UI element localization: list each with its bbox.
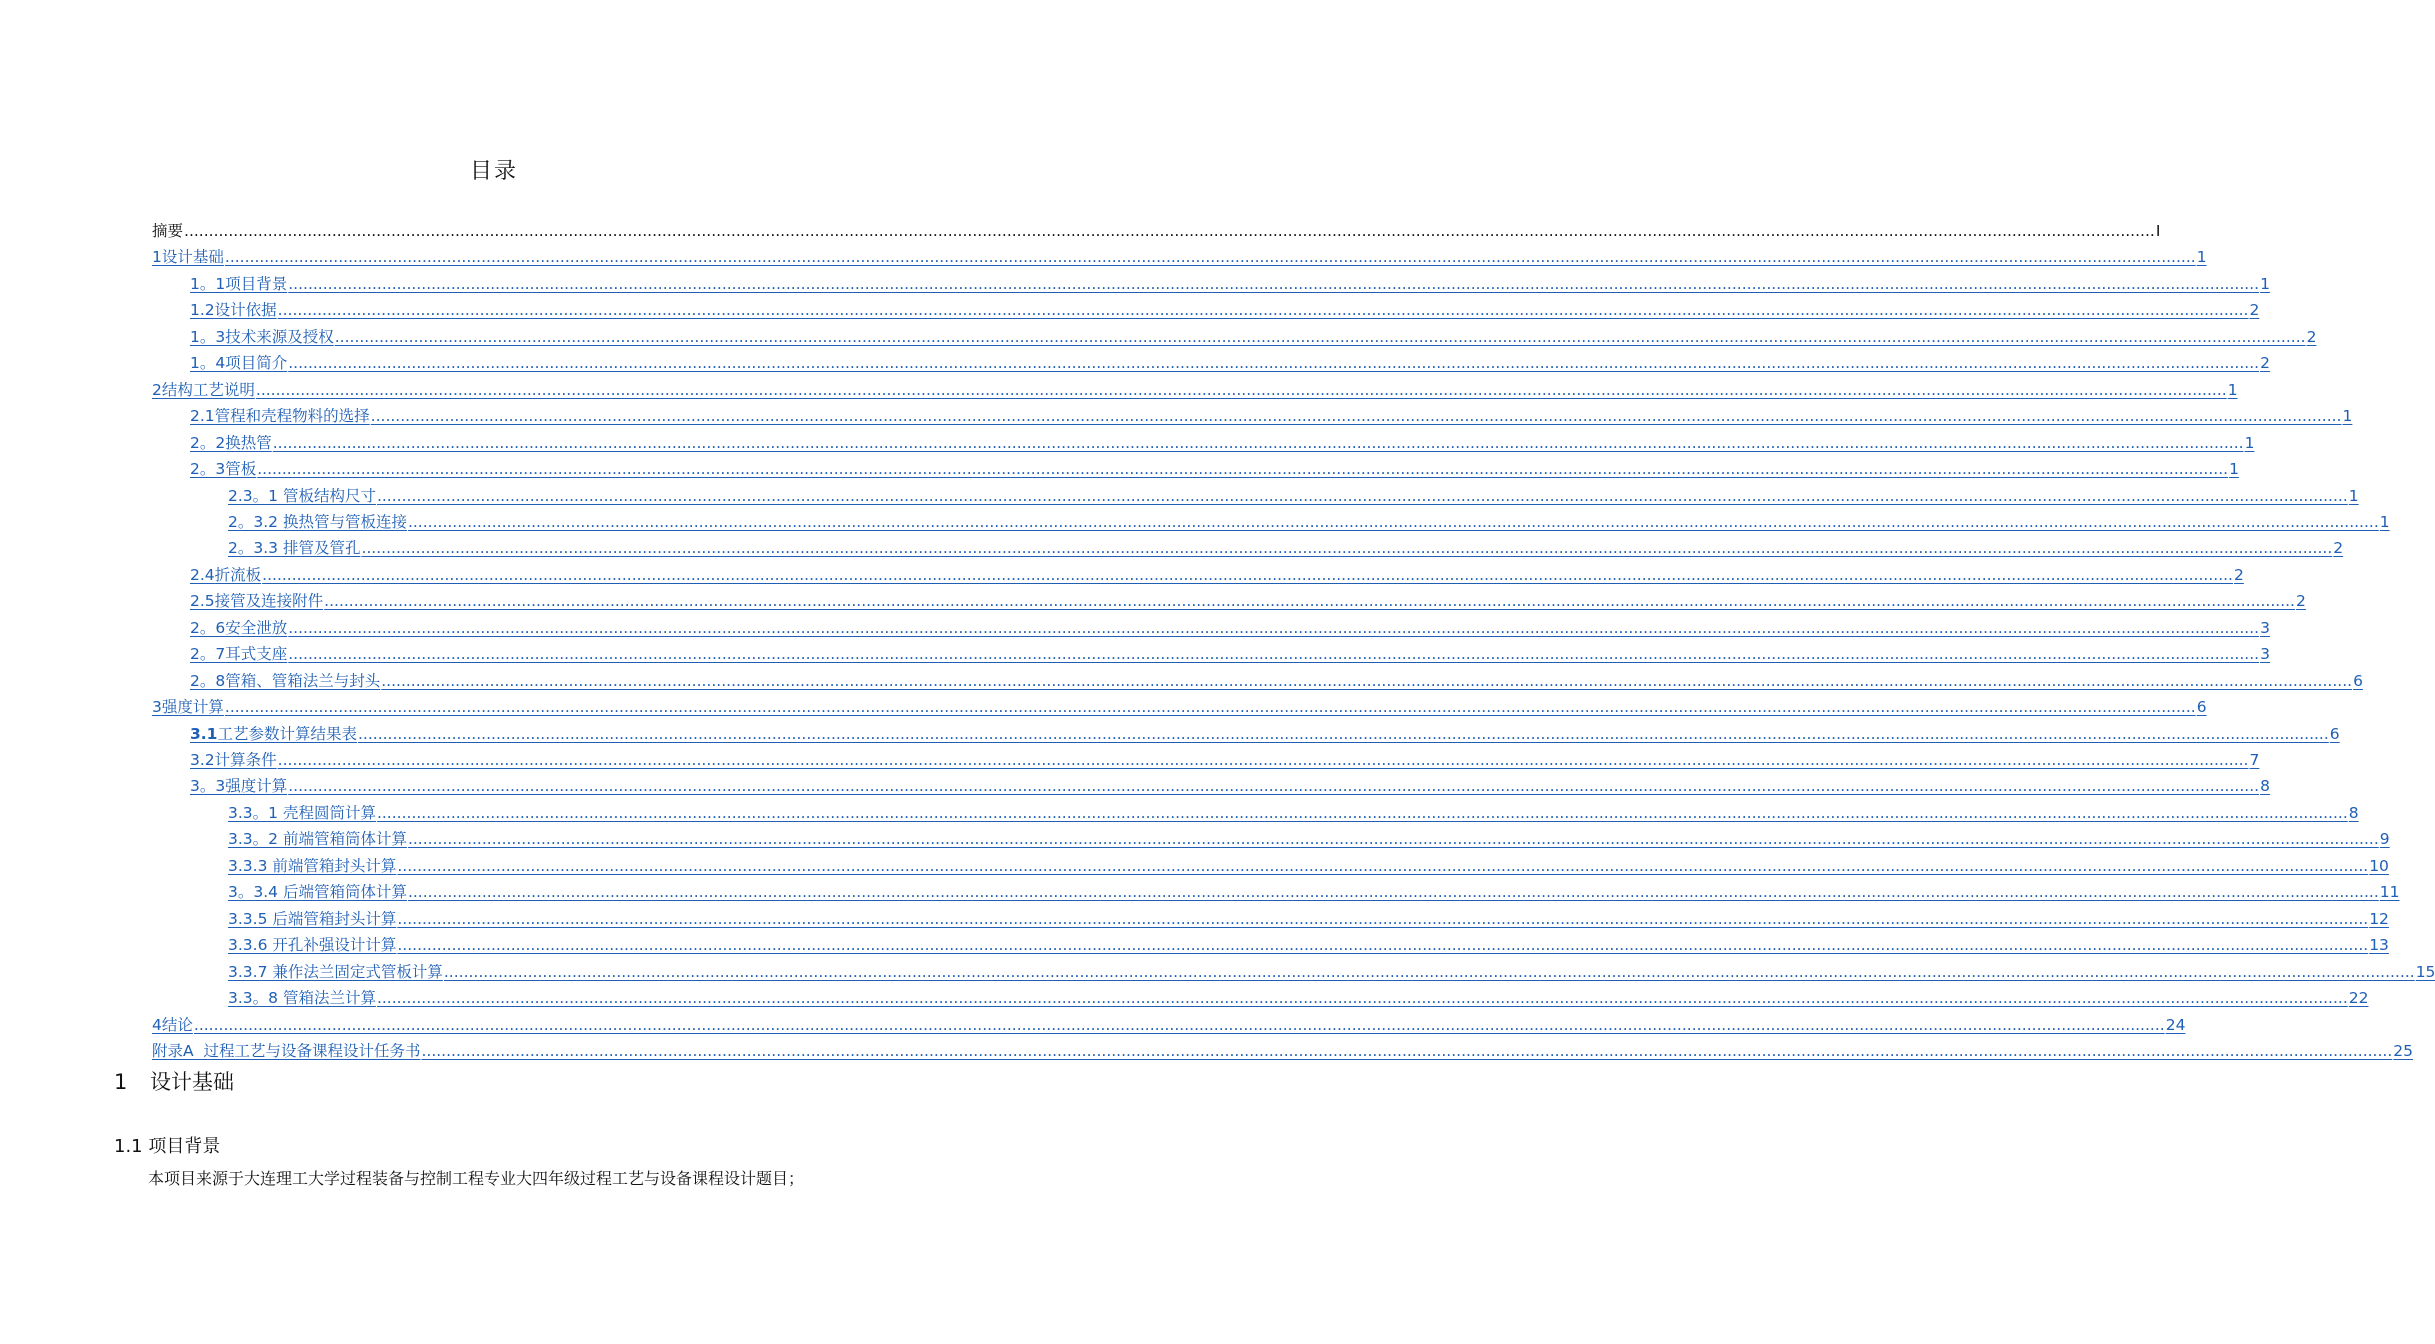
toc-entry[interactable] bbox=[228, 535, 2344, 558]
toc-entry-page: 24 bbox=[2165, 1015, 2186, 1034]
toc-entry-label: 换热管 bbox=[225, 433, 272, 452]
toc-entry-label: 2。3.3 排管及管孔 bbox=[228, 539, 361, 558]
toc-entry-page: 6 bbox=[2196, 698, 2207, 717]
toc-entry-label: 3。3.4 后端管箱筒体计算 bbox=[228, 883, 407, 902]
toc-entry-page: 3 bbox=[2260, 645, 2270, 664]
toc-entry[interactable] bbox=[228, 826, 2390, 849]
toc-entry-number: 2。6 bbox=[190, 618, 226, 637]
toc-entry[interactable] bbox=[152, 1012, 2186, 1034]
toc-leader-dots: ................................................................................................................................................................................................................................................................................................................................................................................................................ bbox=[184, 222, 2155, 240]
toc-entry-page: 9 bbox=[2379, 830, 2390, 849]
toc-leader-dots: ................................................................................................................................................................................................................................................................................................................................................................................................................ bbox=[381, 671, 2353, 690]
toc-entry-label: 工艺参数计算结果表 bbox=[217, 724, 357, 743]
toc-leader-dots: ................................................................................................................................................................................................................................................................................................................................................................................................................ bbox=[288, 645, 2260, 664]
toc-entry-label: 项目背景 bbox=[225, 274, 288, 293]
toc-leader-dots: ................................................................................................................................................................................................................................................................................................................................................................................................................ bbox=[397, 909, 2369, 928]
toc-entry[interactable] bbox=[190, 641, 2270, 664]
toc-entry-page: 2 bbox=[2249, 301, 2260, 320]
toc-entry[interactable] bbox=[228, 853, 2389, 875]
toc-entry-label: 2。3.2 换热管与管板连接 bbox=[228, 512, 407, 531]
toc-entry-page: 1 bbox=[2227, 380, 2238, 399]
toc-entry-label: 管板 bbox=[225, 460, 257, 479]
toc-entry[interactable] bbox=[190, 430, 2255, 452]
toc-entry-page: 1 bbox=[2260, 274, 2270, 293]
toc-leader-dots: ................................................................................................................................................................................................................................................................................................................................................................................................................ bbox=[288, 777, 2260, 796]
toc-leader-dots: ................................................................................................................................................................................................................................................................................................................................................................................................................ bbox=[224, 698, 2196, 717]
toc-entry[interactable] bbox=[228, 906, 2389, 928]
toc-entry-number: 2.5 bbox=[190, 592, 215, 611]
toc-entry-page: 2 bbox=[2333, 539, 2344, 558]
toc-entry-page: 22 bbox=[2348, 989, 2369, 1008]
toc-entry[interactable] bbox=[190, 456, 2239, 479]
toc-entry-number: 3.1 bbox=[190, 724, 218, 743]
toc-entry-page: 7 bbox=[2249, 751, 2260, 769]
toc-leader-dots: ................................................................................................................................................................................................................................................................................................................................................................................................................ bbox=[288, 274, 2260, 293]
toc-leader-dots: ................................................................................................................................................................................................................................................................................................................................................................................................................ bbox=[370, 407, 2342, 426]
toc-entry-label: 结构工艺说明 bbox=[161, 380, 255, 399]
toc-entry[interactable] bbox=[190, 562, 2244, 584]
toc-entry-label: 设计依据 bbox=[214, 301, 277, 320]
toc-entry-label: 项目简介 bbox=[225, 354, 288, 373]
toc-leader-dots: ................................................................................................................................................................................................................................................................................................................................................................................................................ bbox=[262, 565, 2233, 584]
toc-entry-number: 2。8 bbox=[190, 671, 226, 690]
toc-entry-label: 3.3.6 开孔补强设计计算 bbox=[228, 936, 397, 955]
toc-entry-label: 3.3.3 前端管箱封头计算 bbox=[228, 856, 397, 875]
toc-entry-number: 1。1 bbox=[190, 274, 226, 293]
toc-entry[interactable] bbox=[152, 1038, 2414, 1060]
toc-entry-page: 6 bbox=[2353, 671, 2363, 690]
toc-leader-dots: ................................................................................................................................................................................................................................................................................................................................................................................................................ bbox=[224, 248, 2196, 267]
toc-entry-page: 1 bbox=[2229, 460, 2239, 479]
toc-entry-label: 技术来源及授权 bbox=[225, 327, 334, 346]
toc-entry[interactable] bbox=[228, 879, 2400, 902]
toc-entry-page: 11 bbox=[2379, 883, 2400, 902]
toc-leader-dots: ................................................................................................................................................................................................................................................................................................................................................................................................................ bbox=[376, 803, 2348, 822]
toc-leader-dots: ................................................................................................................................................................................................................................................................................................................................................................................................................ bbox=[421, 1041, 2393, 1060]
toc-entry-number: 3.2 bbox=[190, 751, 215, 769]
toc-entry-page: I bbox=[2155, 222, 2161, 240]
toc-leader-dots: ................................................................................................................................................................................................................................................................................................................................................................................................................ bbox=[376, 989, 2348, 1008]
toc-leader-dots: ................................................................................................................................................................................................................................................................................................................................................................................................................ bbox=[277, 301, 2249, 320]
toc-entry[interactable] bbox=[190, 403, 2353, 426]
toc-entry-page: 10 bbox=[2369, 856, 2389, 875]
toc-entry-page: 15 bbox=[2415, 962, 2435, 981]
toc-entry-number: 1。3 bbox=[190, 327, 226, 346]
body-paragraph: 本项目来源于大连理工大学过程装备与控制工程专业大四年级过程工艺与设备课程设计题目； bbox=[148, 1169, 805, 1188]
toc-entry-number: 1。4 bbox=[190, 354, 226, 373]
toc-entry-page: 1 bbox=[2196, 248, 2207, 267]
toc-entry[interactable] bbox=[190, 615, 2270, 637]
toc-entry-number: 2.1 bbox=[190, 407, 215, 426]
toc-entry-page: 13 bbox=[2369, 936, 2389, 955]
toc-entry-label: 3.3.7 兼作法兰固定式管板计算 bbox=[228, 962, 443, 981]
toc-leader-dots: ................................................................................................................................................................................................................................................................................................................................................................................................................ bbox=[288, 354, 2260, 373]
toc-leader-dots: ................................................................................................................................................................................................................................................................................................................................................................................................................ bbox=[397, 936, 2369, 955]
toc-entry-page: 3 bbox=[2260, 618, 2270, 637]
toc-entry[interactable] bbox=[190, 668, 2363, 690]
toc-leader-dots: ................................................................................................................................................................................................................................................................................................................................................................................................................ bbox=[397, 856, 2369, 875]
toc-entry[interactable] bbox=[228, 959, 2435, 981]
toc-leader-dots: ................................................................................................................................................................................................................................................................................................................................................................................................................ bbox=[407, 830, 2379, 849]
toc-entry-label: 3.3。1 壳程圆筒计算 bbox=[228, 803, 376, 822]
toc-entry-page: 1 bbox=[2348, 486, 2359, 505]
toc-entry-page: 8 bbox=[2348, 803, 2359, 822]
toc-entry[interactable] bbox=[152, 694, 2207, 717]
toc-entry-page: 8 bbox=[2260, 777, 2270, 796]
toc-entry-page: 2 bbox=[2260, 354, 2270, 373]
toc-entry-number: 1.2 bbox=[190, 301, 215, 320]
toc-entry-label: 接管及连接附件 bbox=[214, 592, 324, 611]
toc-entry-page: 1 bbox=[2379, 512, 2390, 531]
toc-entry-label: 摘要 bbox=[152, 222, 184, 240]
toc-entry-label: 管程和壳程物料的选择 bbox=[214, 407, 370, 426]
toc-leader-dots: ................................................................................................................................................................................................................................................................................................................................................................................................................ bbox=[443, 962, 2415, 981]
toc-entry-label: 耳式支座 bbox=[225, 645, 288, 664]
toc-entry-number: 3。3 bbox=[190, 777, 226, 796]
toc-entry-page: 2 bbox=[2233, 565, 2244, 584]
toc-entry[interactable] bbox=[228, 932, 2389, 955]
toc-entry[interactable] bbox=[152, 377, 2238, 399]
toc-entry[interactable] bbox=[190, 747, 2260, 769]
toc-leader-dots: ................................................................................................................................................................................................................................................................................................................................................................................................................ bbox=[255, 380, 2227, 399]
toc-entry[interactable] bbox=[228, 483, 2359, 505]
toc-entry-page: 25 bbox=[2393, 1041, 2414, 1060]
toc-entry-number: 4 bbox=[152, 1015, 162, 1034]
toc-entry[interactable] bbox=[190, 588, 2306, 611]
toc-leader-dots: ................................................................................................................................................................................................................................................................................................................................................................................................................ bbox=[334, 327, 2306, 346]
toc-entry[interactable] bbox=[190, 297, 2260, 320]
toc-entry-label: 强度计算 bbox=[225, 777, 288, 796]
toc-entry-label: 设计基础 bbox=[161, 248, 224, 267]
toc-entry[interactable] bbox=[152, 244, 2207, 267]
toc-entry[interactable] bbox=[190, 350, 2270, 373]
toc-entry[interactable] bbox=[228, 985, 2369, 1008]
toc-leader-dots: ................................................................................................................................................................................................................................................................................................................................................................................................................ bbox=[376, 486, 2348, 505]
toc-entry-number: 2。7 bbox=[190, 645, 226, 664]
toc-entry[interactable] bbox=[190, 721, 2340, 743]
toc-entry-page: 6 bbox=[2329, 724, 2340, 743]
toc-entry-label: 折流板 bbox=[214, 565, 262, 584]
toc-leader-dots: ................................................................................................................................................................................................................................................................................................................................................................................................................ bbox=[324, 592, 2295, 611]
toc-entry-label: 结论 bbox=[161, 1015, 193, 1034]
toc-entry-page: 2 bbox=[2306, 327, 2317, 346]
subsection-heading: 1.1 项目背景 bbox=[114, 1136, 221, 1157]
toc-entry-label: 2.3。1 管板结构尺寸 bbox=[228, 486, 376, 505]
toc-entry-page: 1 bbox=[2244, 433, 2255, 452]
toc-entry[interactable] bbox=[228, 509, 2390, 531]
toc-entry-number: 2 bbox=[152, 380, 162, 399]
toc-entry-label: 计算条件 bbox=[214, 751, 277, 769]
toc-entry[interactable] bbox=[190, 773, 2270, 796]
toc-leader-dots: ................................................................................................................................................................................................................................................................................................................................................................................................................ bbox=[272, 433, 2244, 452]
toc-leader-dots: ................................................................................................................................................................................................................................................................................................................................................................................................................ bbox=[407, 883, 2379, 902]
toc-entry-number: 2。3 bbox=[190, 460, 226, 479]
section-heading bbox=[114, 1066, 234, 1096]
toc-entry-label: 附录A 过程工艺与设备课程设计任务书 bbox=[152, 1041, 421, 1060]
toc-entry-label: 3.3.5 后端管箱封头计算 bbox=[228, 909, 397, 928]
toc-entry-page: 2 bbox=[2295, 592, 2306, 611]
toc-entry-label: 安全泄放 bbox=[225, 618, 288, 637]
toc-entry-number: 3 bbox=[152, 698, 162, 717]
toc-entry-page: 12 bbox=[2369, 909, 2389, 928]
toc-entry-number: 2.4 bbox=[190, 565, 215, 584]
toc-entry[interactable] bbox=[228, 800, 2359, 822]
toc-leader-dots: ................................................................................................................................................................................................................................................................................................................................................................................................................ bbox=[407, 512, 2379, 531]
toc-entry-label: 强度计算 bbox=[161, 698, 224, 717]
toc-entry-page: 1 bbox=[2342, 407, 2353, 426]
toc-leader-dots: ................................................................................................................................................................................................................................................................................................................................................................................................................ bbox=[193, 1015, 2165, 1034]
toc-leader-dots: ................................................................................................................................................................................................................................................................................................................................................................................................................ bbox=[288, 618, 2260, 637]
toc-entry[interactable] bbox=[190, 324, 2317, 346]
toc-leader-dots: ................................................................................................................................................................................................................................................................................................................................................................................................................ bbox=[257, 460, 2229, 479]
toc-leader-dots: ................................................................................................................................................................................................................................................................................................................................................................................................................ bbox=[277, 751, 2249, 769]
toc-entry-label: 管箱、管箱法兰与封头 bbox=[225, 671, 381, 690]
toc-leader-dots: ................................................................................................................................................................................................................................................................................................................................................................................................................ bbox=[361, 539, 2333, 558]
toc-entry-number: 2。2 bbox=[190, 433, 226, 452]
toc-entry-number: 1 bbox=[152, 248, 162, 267]
section-number: 1 bbox=[114, 1070, 128, 1094]
toc-leader-dots: ................................................................................................................................................................................................................................................................................................................................................................................................................ bbox=[357, 724, 2329, 743]
toc-title: 目录 bbox=[469, 159, 518, 184]
toc-entry[interactable] bbox=[190, 271, 2270, 293]
section-title: 设计基础 bbox=[150, 1070, 234, 1094]
toc-entry-label: 3.3。2 前端管箱筒体计算 bbox=[228, 830, 407, 849]
toc-entry-label: 3.3。8 管箱法兰计算 bbox=[228, 989, 376, 1008]
toc-entry bbox=[152, 218, 2161, 240]
